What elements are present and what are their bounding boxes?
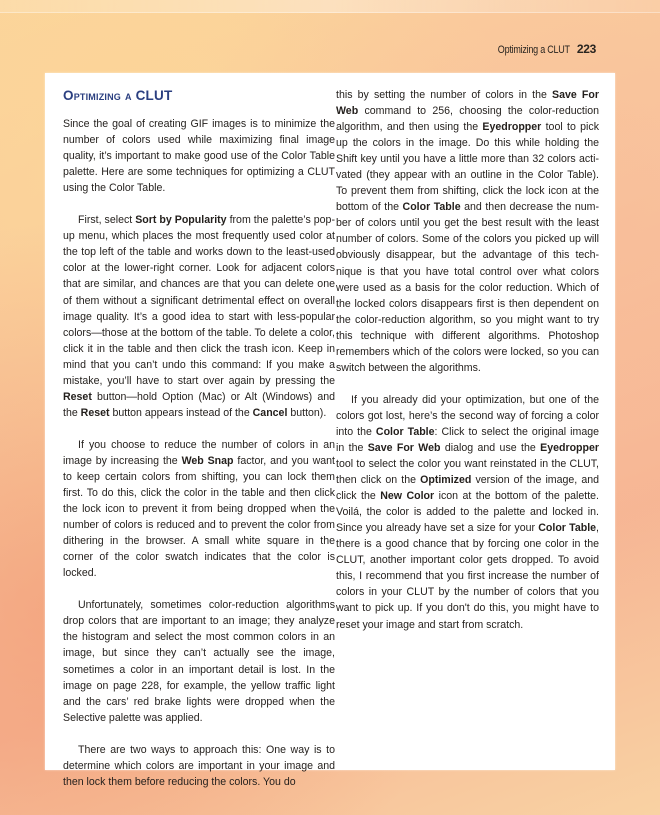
bold-term: Reset <box>63 390 92 403</box>
right-column <box>336 87 599 649</box>
paragraph <box>63 212 335 421</box>
text-run: tool to pick up the colors in the image. Do this while holding the Shift key until you have a little more than 32 colors activated (they appear with an outline in the Color Table). To prevent them from shifting, click the lock icon at the bottom of the <box>336 121 599 214</box>
text-run: : Click to select the original image in the <box>336 425 599 454</box>
bold-term: Cancel <box>252 406 288 419</box>
running-head-title: Optimizing a CLUT <box>498 44 571 56</box>
text-run: Since the goal of creating GIF images is to minimize the number of colors used while maximizing final image quality, it’s important to make good use of the Color Table palette. Here are some techniques for optimizing a CLUT using the Color Table. <box>63 118 335 195</box>
left-column <box>63 87 335 806</box>
text-run: icon at the bottom of the palette. Voilá, the color is added to the palette and locked in. Since you already have set a size for your <box>336 490 599 535</box>
bold-term: Eyedropper <box>482 121 542 134</box>
bold-term: New Color <box>380 490 435 503</box>
text-run: from the palette’s pop-up menu, which places the most frequently used color at the top left of the table and works down to the least-used color at the lower-right corner. Look for adjacent colors that are similar, and chances are that you can delete one of them without a significant detrimental effect on overall image quality. It’s a good idea to start with less-popular colors—those at the bottom of the table. To delete a color, click it in the table and then click the trash icon. Keep in mind that you can’t undo this command: If you make a mistake, you’ll have to start over again by pressing the <box>63 214 335 387</box>
text-run: , there is a good chance that by forcing one color in the CLUT, another important color gets dropped. To avoid this, I recommend that you first increase the number of colors in your CLUT by the number of colors that you want to pick up. If you don't do this, you might have to reset your image and start from scratch. <box>336 522 599 631</box>
bold-term: Save For Web <box>336 89 599 118</box>
paragraph <box>63 742 335 790</box>
text-run: this by setting the number of colors in the <box>336 89 553 101</box>
bold-term: Eyedropper <box>540 441 599 454</box>
page-number: 223 <box>576 42 596 56</box>
text-run: button). <box>287 406 327 419</box>
text-run: tool to select the color you want reinstated in the CLUT, then click on the <box>336 458 599 487</box>
text-run: If you already did your optimization, but one of the colors got lost, here’s the second way of forcing a color into the <box>336 393 599 438</box>
paragraph <box>336 392 599 633</box>
text-run: If you choose to reduce the number of colors in an image by increasing the <box>63 438 335 467</box>
paragraph <box>63 116 335 196</box>
content-panel <box>45 73 615 788</box>
bold-term: Color Table <box>375 425 435 438</box>
bold-term: Save For Web <box>367 441 441 454</box>
bold-term: Reset <box>80 406 110 419</box>
section-heading: Optimizing a CLUT <box>63 88 173 103</box>
paragraph <box>63 437 335 581</box>
text-run: Unfortunately, sometimes color-reduction algorithms drop colors that are important to an image; they analyze the histogram and select the most common colors in an image, but since they can’t actually see the image, sometimes a color in an important detail is lost. In the image on page 228, for example, the yellow traffic light and the cars’ red brake lights were dropped when the Selective palette was applied. <box>63 599 335 724</box>
bold-term: Color Table <box>538 522 597 535</box>
top-decorative-strip <box>0 0 660 13</box>
text-run: First, select <box>78 214 136 227</box>
text-run: button appears instead of the <box>109 406 253 419</box>
paragraph <box>63 597 335 725</box>
text-run: There are two ways to approach this: One way is to determine which colors are important in your image and then lock them before reducing the colors. You do <box>63 743 335 788</box>
text-run: button—hold Option (Mac) or Alt (Windows) and the <box>63 390 335 419</box>
bold-term: Web Snap <box>181 454 234 467</box>
text-run: command to 256, choosing the color-reduction algorithm, and then using the <box>336 105 599 134</box>
bold-term: Sort by Popularity <box>135 214 227 227</box>
bold-term: Optimized <box>420 474 472 487</box>
text-run: factor, and you want to keep certain colors from shifting, you can lock them first. To do this, click the color in the table and then click the lock icon to prevent it from being dropped when the number of colors is reduced and to prevent the color from dithering in the browser. A small white square in the corner of the color swatch indicates that the color is locked. <box>63 454 335 580</box>
paragraph <box>336 87 599 376</box>
running-head <box>482 42 596 56</box>
text-run: dialog and use the <box>440 441 541 454</box>
text-run: and then decrease the number of colors until you get the best result with the least number of colors. Some of the colors you picked up will obviously disappear, but the advantage of this technique is that you have total control over what colors were used as a basis for the color reduction. Which of the locked colors disappears first is then dependent on the color-reduction algorithm, so you might want to try this technique with different algorithms. Photoshop remembers which of the colors were locked, so you can switch between the algorithms. <box>336 201 600 374</box>
bold-term: Color Table <box>402 201 461 214</box>
text-run: version of the image, and click the <box>336 474 600 503</box>
